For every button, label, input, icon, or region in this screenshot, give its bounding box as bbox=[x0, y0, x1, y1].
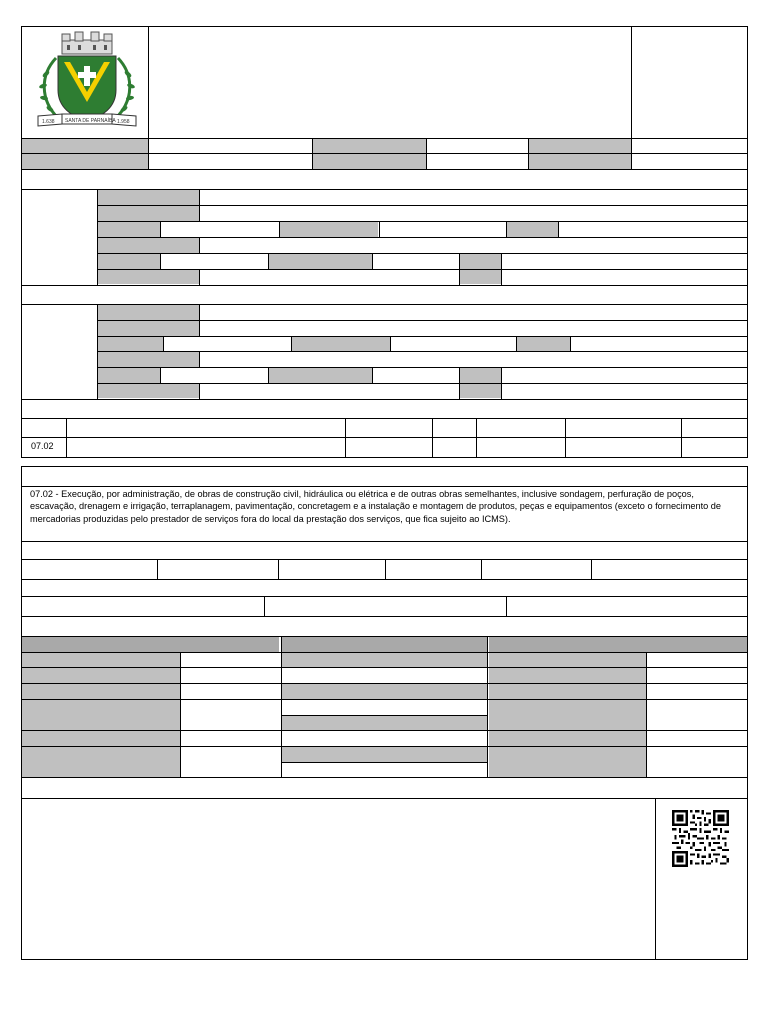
label-cell bbox=[22, 747, 180, 777]
label-cell bbox=[282, 653, 487, 667]
label-cell bbox=[98, 270, 199, 284]
label-cell bbox=[98, 352, 199, 367]
label-cell bbox=[269, 368, 372, 383]
municipal-coat-of-arms-icon bbox=[34, 30, 140, 134]
label-cell bbox=[282, 684, 487, 699]
label-cell bbox=[98, 222, 160, 237]
label-cell bbox=[489, 731, 646, 746]
label-cell bbox=[98, 368, 160, 383]
label-cell bbox=[460, 368, 501, 383]
label-cell bbox=[507, 222, 558, 237]
label-cell bbox=[489, 684, 646, 699]
label-cell bbox=[22, 700, 180, 730]
label-cell bbox=[489, 668, 646, 683]
label-cell bbox=[517, 337, 570, 351]
label-cell bbox=[280, 222, 378, 237]
crest-motto-center: SANTA DE PARNAÍBA bbox=[65, 118, 116, 124]
label-cell bbox=[282, 716, 487, 730]
crest-motto-left: 1.638 bbox=[42, 119, 55, 125]
label-cell bbox=[460, 254, 501, 269]
label-cell bbox=[22, 653, 180, 667]
label-cell bbox=[98, 305, 199, 320]
crest-motto-right: 1.958 bbox=[117, 119, 130, 125]
label-cell bbox=[22, 731, 180, 746]
label-cell bbox=[489, 700, 646, 730]
label-cell bbox=[292, 337, 390, 351]
label-cell bbox=[98, 254, 160, 269]
label-cell bbox=[460, 270, 501, 284]
label-cell bbox=[528, 154, 631, 169]
label-cell bbox=[98, 190, 199, 205]
label-cell bbox=[22, 684, 180, 699]
label-cell bbox=[98, 384, 199, 398]
label-cell bbox=[489, 747, 646, 777]
values-header-cell bbox=[282, 637, 487, 652]
service-code-cell: 07.02 bbox=[31, 441, 54, 451]
label-cell bbox=[282, 747, 487, 762]
label-cell bbox=[312, 139, 426, 153]
label-cell bbox=[22, 154, 148, 169]
label-cell bbox=[98, 337, 163, 351]
label-cell bbox=[528, 139, 631, 153]
label-cell bbox=[269, 254, 372, 269]
service-description: 07.02 - Execução, por administração, de obras de construção civil, hidráulica ou elétrica e de outras obras semelhantes, inclusive sondagem, perfuração de poços, escavação, drenagem e irrigação, terraplanagem, pavimentação, concretagem e a instalação e montagem de produtos, peças e equipamentos (exceto o fornecimento de mercadorias produzidas pelo prestador de serviços fora do local da prestação dos serviços, que fica sujeito ao ICMS). bbox=[30, 489, 722, 524]
label-cell bbox=[489, 653, 646, 667]
label-cell bbox=[460, 384, 501, 398]
label-cell bbox=[98, 206, 199, 221]
values-header-cell bbox=[489, 637, 747, 652]
label-cell bbox=[22, 668, 180, 683]
label-cell bbox=[98, 321, 199, 336]
qr-code-icon bbox=[670, 810, 731, 867]
values-header-cell bbox=[22, 637, 279, 652]
label-cell bbox=[312, 154, 426, 169]
label-cell bbox=[98, 238, 199, 253]
label-cell bbox=[22, 139, 148, 153]
